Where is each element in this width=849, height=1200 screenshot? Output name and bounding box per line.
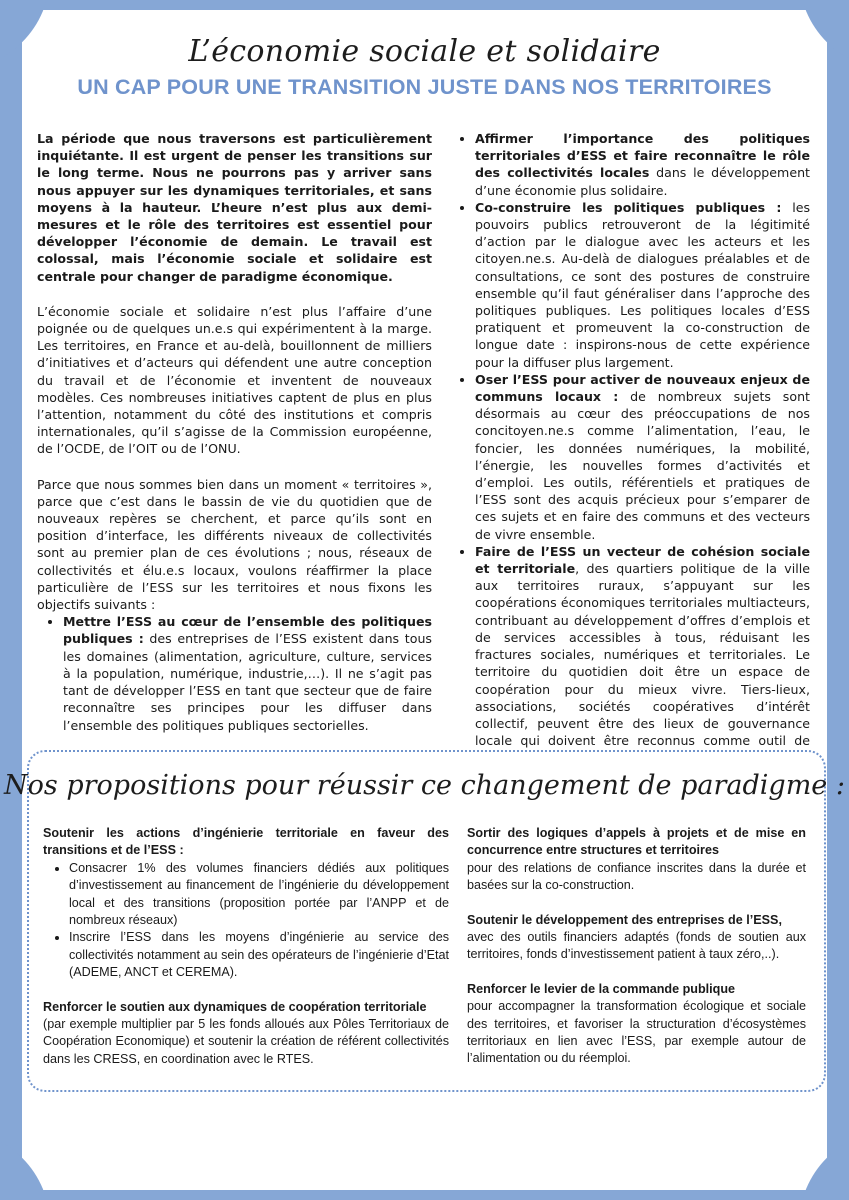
list-item-heading: Affirmer l’importance des politiques territoriales d’ESS et faire reconnaître le rôle des collectivités locales bbox=[475, 131, 810, 181]
proposals-left-column bbox=[43, 825, 449, 1085]
proposal-heading: Renforcer le levier de la commande publique bbox=[467, 981, 736, 996]
list-item-text: dans le développement d’une économie plus solidaire. bbox=[475, 165, 810, 198]
proposals-title: Nos propositions pour réussir ce changement de paradigme : bbox=[4, 770, 845, 801]
proposal-text: pour accompagner la transformation écologique et sociale des territoires, et favoriser la structuration d’écosystèmes territoriaux en lien avec l’ESS, par exemple autour de l’alimentation ou du réemploi. bbox=[467, 999, 806, 1066]
proposal-heading: Sortir des logiques d’appels à projets et de mise en concurrence entre structures et territoires bbox=[467, 826, 806, 858]
list-item-text: , des quartiers politique de la ville aux territoires ruraux, s’appuyant sur les coopérations économiques territoriales multiacteurs, contribuant au développement d’offres d’emplois et de services accessibles à tous, réduisant les fractures sociales, numériques et territoriales. Le territoire du quotidien doit être un espace de coopération pour du mieux vivre. Tiers-lieux, associations, sociétés coopératives d’intérêt collectif, peuvent être des lieux de gouvernance locale qui doivent être reconnus comme outil de bbox=[475, 561, 810, 749]
proposal-heading: Soutenir le développement des entreprises de l’ESS, bbox=[467, 912, 782, 927]
proposal-heading: Soutenir les actions d’ingénierie territoriale en faveur des transitions et de l’ESS : bbox=[43, 826, 449, 858]
proposals-right-column bbox=[467, 825, 806, 1085]
list-item bbox=[475, 371, 810, 543]
list-item-text: des entreprises de l’ESS existent dans tous les domaines (alimentation, agriculture, culture, services à la population, numérique, industrie,…). Il ne s’agit pas tant de développer l’ESS en tant que secteur que de faire reconnaître ses principes pour les diffuser dans l’ensemble des politiques publiques sectorielles. bbox=[63, 631, 432, 733]
body-paragraph: L’économie sociale et solidaire n’est plus l’affaire d’une poignée ou de quelques un.e.s qui expérimentent à la marge. Les territoires, en France et au-delà, bouillonnent de milliers d’initiatives et d’acteurs qui défendent une autre conception du travail et de l’économie et inventent de nouveaux modèles. Ces nombreuses initiatives captent de plus en plus l’attention, notamment du côté des institutions et compris internationales, qu’il s’agisse de la Commission européenne, de l’OCDE, de l’OIT ou de l’ONU. bbox=[37, 303, 432, 457]
proposal-text: avec des outils financiers adaptés (fonds de soutien aux territoires, fonds d’investissement patient à taux zéro,..). bbox=[467, 930, 806, 962]
list-item: • Consacrer 1% des volumes financiers dédiés aux politiques d’investissement au financement de l’ingénierie du développement local et des transitions (proposition portée par l’ANPP et de nombreux réseaux) bbox=[69, 860, 449, 930]
body-paragraph: Parce que nous sommes bien dans un moment « territoires », parce que c’est dans le bassin de vie du quotidien que de nouveaux repères se cherchent, et parce qu’ils sont en position d’interface, les différents niveaux de collectivités sont au premier plan de ces évolutions ; nous, réseaux de collectivités et élu.e.s locaux, voulons réaffirmer la place particulière de l’ESS sur les territoires et nous fixons les objectifs suivants : bbox=[37, 476, 432, 613]
objectives-list bbox=[461, 130, 810, 767]
list-item bbox=[475, 130, 810, 199]
list-item-heading: Faire de l’ESS un vecteur de cohésion sociale et territoriale bbox=[475, 543, 810, 577]
list-item: • Inscrire l’ESS dans les moyens d’ingénierie au service des collectivités notamment au sein des opérateurs de l’ingénierie d’Etat (ADEME, ANCT et CEREMA). bbox=[69, 929, 449, 981]
proposal-heading: Renforcer le soutien aux dynamiques de coopération territoriale bbox=[43, 999, 427, 1014]
page-subtitle: UN CAP POUR UNE TRANSITION JUSTE DANS NOS TERRITOIRES bbox=[77, 75, 772, 99]
list-item bbox=[475, 543, 810, 767]
right-column bbox=[461, 130, 810, 767]
proposal-text: (par exemple multiplier par 5 les fonds alloués aux Pôles Territoriaux de Coopération Economique) et soutenir la création de référent collectivités dans les CRESS, en coordination avec le RTES. bbox=[43, 1017, 449, 1066]
list-item-heading: Co-construire les politiques publiques : bbox=[475, 199, 782, 215]
list-item-heading: Oser l’ESS pour activer de nouveaux enjeux de communs locaux : bbox=[475, 371, 810, 405]
list-item bbox=[63, 613, 432, 733]
intro-paragraph: La période que nous traversons est particulièrement inquiétante. Il est urgent de penser les transitions sur le long terme. Nous ne pourrons pas y arriver sans nous appuyer sur les dynamiques territoriales, et sans moyens à la hauteur. L’heure n’est plus aux demi-mesures et le rôle des territoires est essentiel pour développer l’économie de demain. Le travail est colossal, mais l’économie sociale et solidaire est centrale pour changer de paradigme économique. bbox=[37, 131, 432, 284]
list-item-heading: Mettre l’ESS au cœur de l’ensemble des politiques publiques : bbox=[63, 614, 432, 647]
proposal-list bbox=[43, 860, 449, 982]
left-column bbox=[37, 130, 432, 734]
list-item-text: de nombreux sujets sont désormais au cœur des préoccupations de nos concitoyen.ne.s comme l’alimentation, l’eau, le foncier, les données numériques, la mobilité, l’énergie, les nouvelles formes d’activités et d’emploi. Les outils, référentiels et pratiques de l’ESS sont des acquis précieux pour s’emparer de ces sujets et en faire des communs et des vecteurs de vivre ensemble. bbox=[475, 389, 810, 542]
page-title: L’économie sociale et solidaire bbox=[188, 34, 661, 69]
proposal-text: pour des relations de confiance inscrites dans la durée et basées sur la co-construction. bbox=[467, 860, 806, 893]
list-item bbox=[475, 199, 810, 371]
list-item-text: les pouvoirs publics retrouveront de la légitimité d’action par le dialogue avec les acteurs et les citoyen.ne.s. Au-delà de dialogues préalables et de consultations, ce sont des postures de construire ensemble qu’il faut généraliser dans l’approche des politiques publiques. Les politiques locales d’ESS pratiquent et promeuvent la co-construction de longue date : inspirons-nous de cette expérience pour la diffuser plus largement. bbox=[475, 199, 810, 370]
objectives-list bbox=[37, 613, 432, 733]
